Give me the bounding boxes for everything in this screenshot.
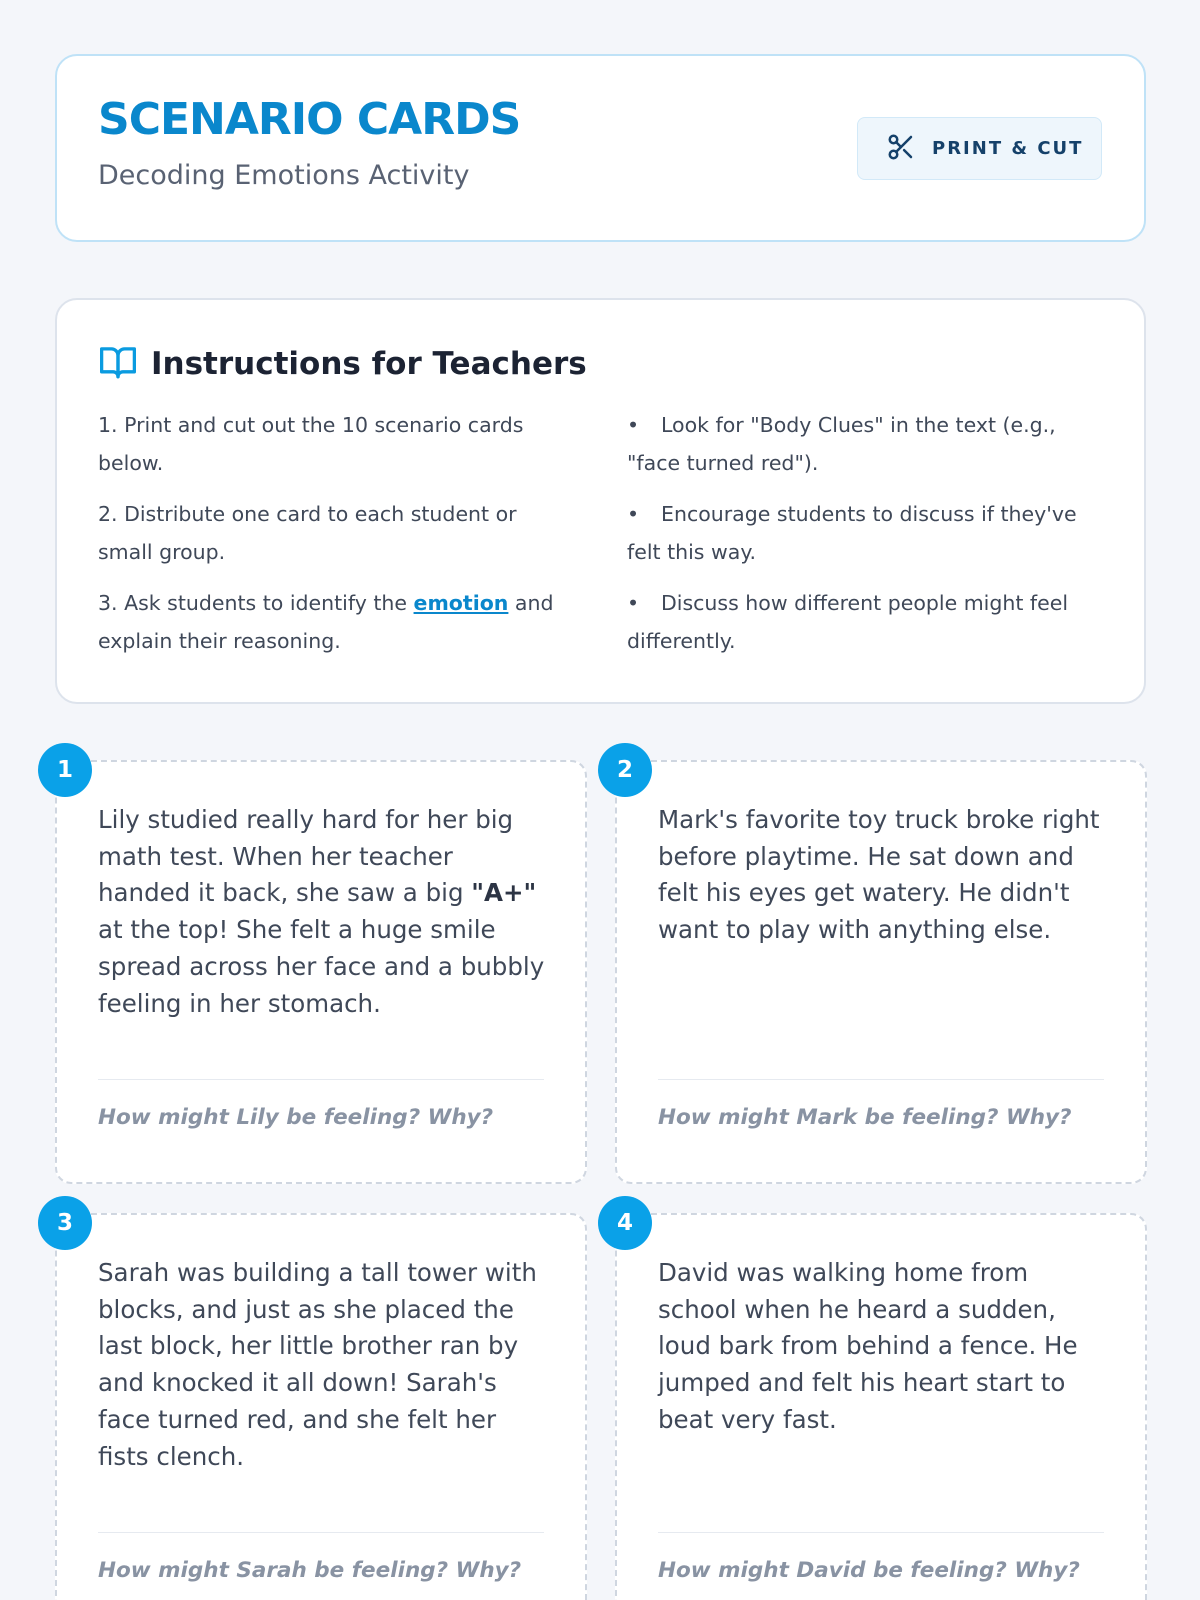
instructions-title: Instructions for Teachers <box>151 346 587 382</box>
step-text: 3. Ask students to identify the <box>98 591 414 615</box>
bullet: • <box>627 502 640 526</box>
bullet: • <box>627 413 640 437</box>
tip-text: Look for "Body Clues" in the text (e.g., "face turned red"). <box>627 413 1056 475</box>
scenario-emphasis: "A+" <box>471 878 537 908</box>
instructions-heading <box>98 344 587 384</box>
instruction-steps <box>98 406 558 673</box>
bullet: • <box>627 591 640 615</box>
card-divider <box>658 1532 1104 1533</box>
emotion-link[interactable]: emotion <box>413 591 509 615</box>
book-icon <box>98 344 138 384</box>
instruction-tip <box>627 584 1097 660</box>
instruction-tip <box>627 495 1097 571</box>
instruction-step: 1. Print and cut out the 10 scenario cards below. <box>98 413 524 475</box>
card-divider <box>658 1079 1104 1080</box>
card-number-badge: 3 <box>38 1196 92 1250</box>
card-question: How might Mark be feeling? Why? <box>658 1105 1072 1130</box>
teacher-instructions-panel <box>55 298 1146 704</box>
print-and-cut-label: PRINT & CUT <box>932 138 1084 159</box>
scenario-card <box>615 1210 1147 1600</box>
instruction-tip <box>627 406 1097 482</box>
card-question: How might Lily be feeling? Why? <box>98 1105 494 1130</box>
scissors-icon <box>886 132 916 166</box>
scenario-text: at the top! She felt a huge smile spread across her face and a bubbly feeling in her stomach. <box>98 915 545 1018</box>
instruction-step <box>98 584 558 660</box>
card-question: How might David be feeling? Why? <box>658 1558 1080 1583</box>
instruction-step: 2. Distribute one card to each student or small group. <box>98 502 517 564</box>
page-subtitle: Decoding Emotions Activity <box>98 160 470 191</box>
scenario-card <box>55 1210 587 1600</box>
print-and-cut-button[interactable] <box>857 117 1102 180</box>
tip-text: Encourage students to discuss if they've felt this way. <box>627 502 1077 564</box>
card-number-badge: 4 <box>598 1196 652 1250</box>
card-number-badge: 1 <box>38 743 92 797</box>
instruction-tips <box>627 406 1097 673</box>
card-divider <box>98 1532 544 1533</box>
card-divider <box>98 1079 544 1080</box>
tip-text: Discuss how different people might feel differently. <box>627 591 1069 653</box>
card-scenario-text <box>98 802 548 1022</box>
scenario-card <box>55 757 587 1184</box>
card-scenario-text: David was walking home from school when he heard a sudden, loud bark from behind a fence. He jumped and felt his heart start to beat very fast. <box>658 1258 1078 1434</box>
scenario-card <box>615 757 1147 1184</box>
card-question: How might Sarah be feeling? Why? <box>98 1558 522 1583</box>
scenario-text: Lily studied really hard for her big math test. When her teacher handed it back, she saw a big <box>98 805 514 908</box>
card-scenario-text: Sarah was building a tall tower with blocks, and just as she placed the last block, her little brother ran by and knocked it all down! Sarah's face turned red, and she felt her fists clench. <box>98 1258 537 1471</box>
page-title: SCENARIO CARDS <box>98 94 521 145</box>
step-text: and explain their reasoning. <box>98 591 554 653</box>
card-scenario-text: Mark's favorite toy truck broke right before playtime. He sat down and felt his eyes get watery. He didn't want to play with anything else. <box>658 805 1100 945</box>
page-header <box>55 54 1146 242</box>
card-number-badge: 2 <box>598 743 652 797</box>
